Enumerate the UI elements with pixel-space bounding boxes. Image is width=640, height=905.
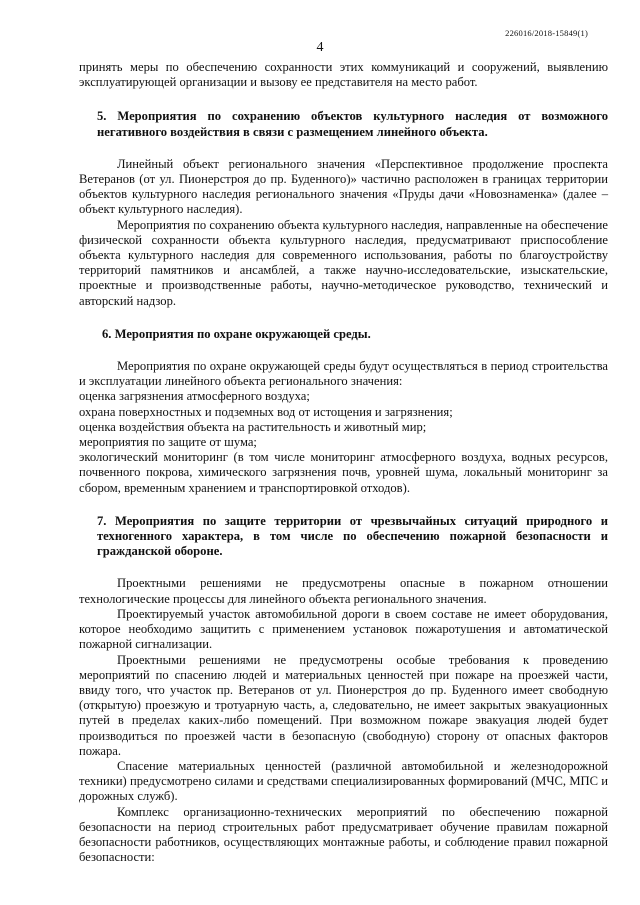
list-item: охрана поверхностных и подземных вод от истощения и загрязнения;	[79, 404, 453, 419]
section-7-paragraph-4: Спасение материальных ценностей (различной автомобильной и железнодорожной техники) предусмотрено силами и средствами специализированных формирований (МЧС, МПС и дорожных служб).	[79, 758, 608, 804]
list-item: мероприятия по защите от шума;	[79, 435, 257, 450]
section-7-paragraph-5: Комплекс организационно-технических мероприятий по обеспечению пожарной безопасности на период строительных работ предусматривает обучение правилам пожарной безопасности работников, осуществляющих монтажные работы, и соблюдение правил пожарной безопасности:	[79, 804, 608, 865]
section-6-intro: Мероприятия по охране окружающей среды будут осуществляться в период строительства и эксплуатации линейного объекта регионального значения:	[79, 359, 608, 389]
intro-paragraph: принять меры по обеспечению сохранности этих коммуникаций и сооружений, выявлению эксплуатирующей организации и вызову ее представителя на место работ.	[79, 60, 608, 90]
document-number: 226016/2018-15849(1)	[505, 28, 588, 38]
list-item: оценка загрязнения атмосферного воздуха;	[79, 389, 310, 404]
section-6-heading: 6. Мероприятия по охране окружающей среды.	[102, 326, 371, 341]
section-5-heading: 5. Мероприятия по сохранению объектов культурного наследия от возможного негативного воздействия в связи с размещением линейного объекта.	[97, 109, 608, 139]
section-7-paragraph-2: Проектируемый участок автомобильной дороги в своем составе не имеет оборудования, которое необходимо защитить с применением установок пожаротушения и автоматической пожарной сигнализации.	[79, 606, 608, 652]
section-7-paragraph-3: Проектными решениями не предусмотрены особые требования к проведению мероприятий по спасению людей и материальных ценностей при пожаре на проезжей части, ввиду того, что участок пр. Ветеранов от ул. Пионерстроя до пр. Буденного имеет свободную (открытую) проезжую и тротуарную часть, а, следовательно, не имеет закрытых эвакуационных путей в пределах каких-либо помещений. При возможном пожаре эвакуация людей будет производиться по проезжей части в безопасную (свободную) сторону от опасных факторов пожара.	[79, 652, 608, 758]
page-number: 4	[316, 40, 324, 55]
section-6-list	[79, 389, 608, 495]
document-body	[79, 60, 608, 865]
section-7-heading: 7. Мероприятия по защите территории от чрезвычайных ситуаций природного и техногенного характера, в том числе по обеспечению пожарной безопасности и гражданской обороне.	[97, 513, 608, 559]
section-7-paragraph-1: Проектными решениями не предусмотрены опасные в пожарном отношении технологические процессы для линейного объекта регионального значения.	[79, 576, 608, 606]
section-5-paragraph-2: Мероприятия по сохранению объекта культурного наследия, направленные на обеспечение физической сохранности объекта культурного наследия, предусматривают приспособление объекта культурного наследия для современного использования, работы по благоустройству территорий памятников и ансамблей, а также научно-исследовательские, изыскательские, проектные и производственные работы, научно-методическое руководство, технический и авторский надзор.	[79, 217, 608, 308]
list-item: экологический мониторинг (в том числе мониторинг атмосферного воздуха, водных ресурсов, почвенного покрова, химического загрязнения почв, уровней шума, локальный мониторинг за сбором, временным хранением и транспортировкой отходов).	[79, 450, 608, 495]
section-5-paragraph-1: Линейный объект регионального значения «Перспективное продолжение проспекта Ветеранов (от ул. Пионерстроя до пр. Буденного)» частично расположен в границах территории объектов культурного наследия регионального значения «Пруды дачи «Новознаменка» (далее – объект культурного наследия).	[79, 156, 608, 217]
list-item: оценка воздействия объекта на растительность и животный мир;	[79, 419, 427, 434]
